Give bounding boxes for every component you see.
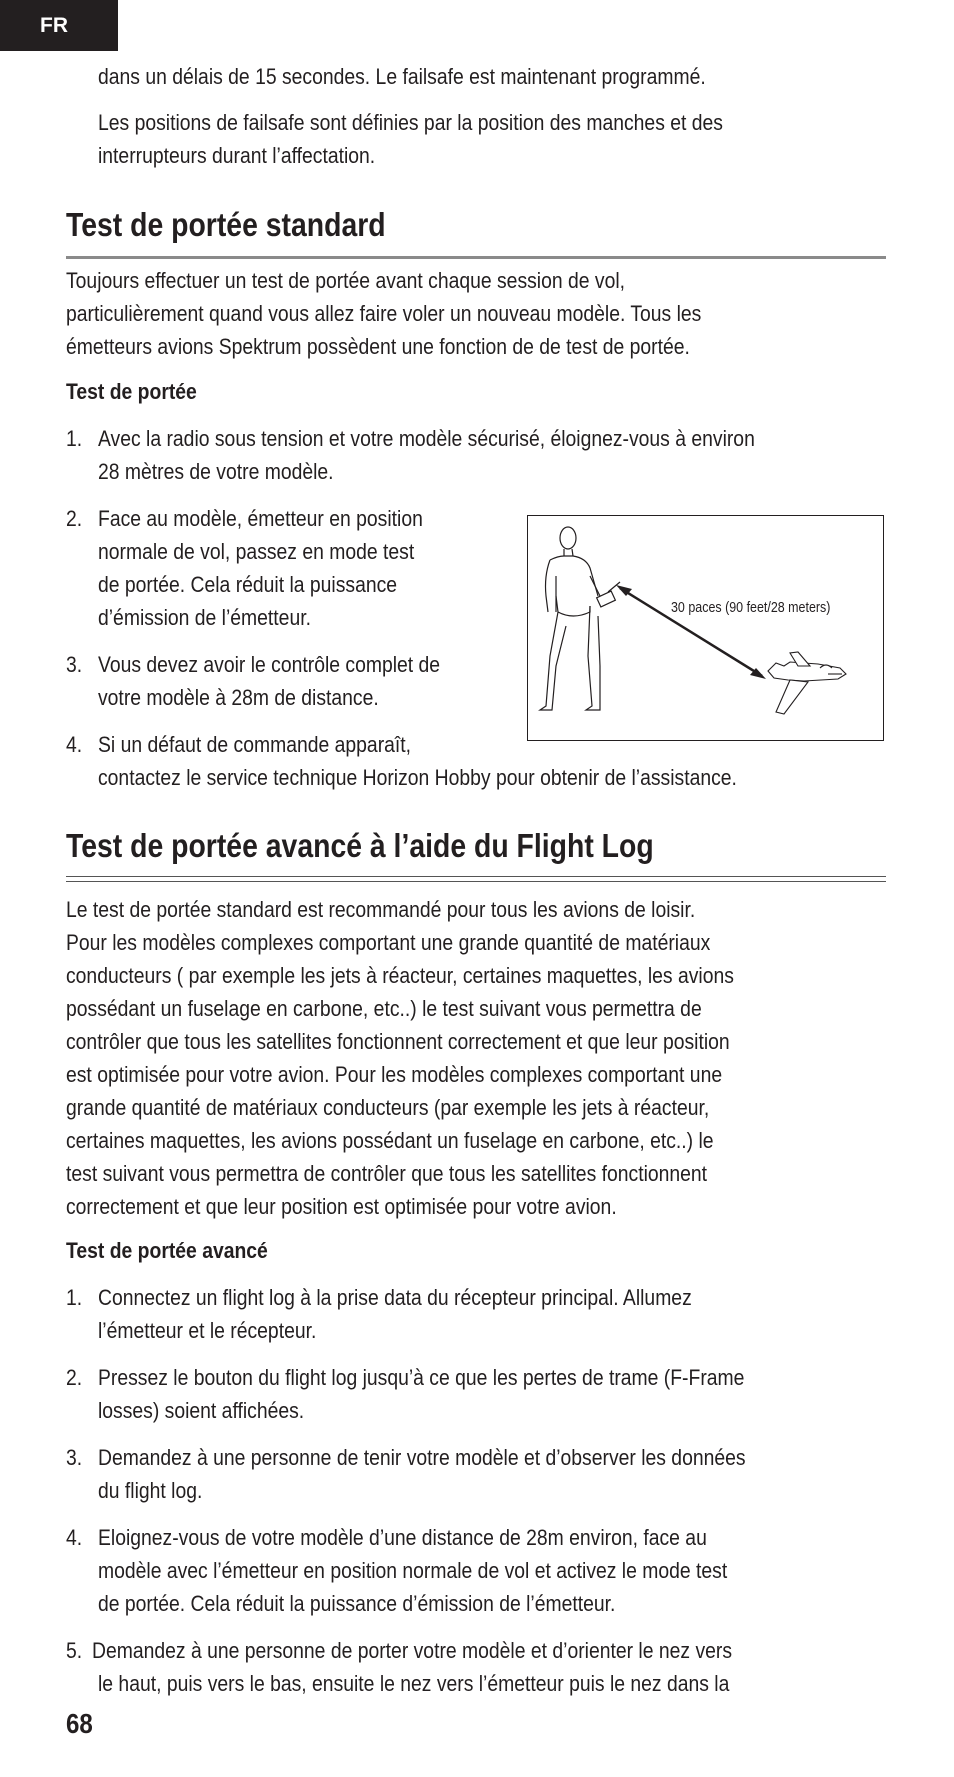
step-number: 3. [66, 652, 83, 677]
paragraph-line: particulièrement quand vous allez faire voler un nouveau modèle. Tous les [66, 301, 702, 326]
step-line: Si un défaut de commande apparaît, [98, 732, 412, 757]
step-number: 2. [66, 506, 83, 531]
figure-caption: 30 paces (90 feet/28 meters) [671, 600, 831, 616]
step-line: Avec la radio sous tension et votre modèle sécurisé, éloignez-vous à environ [98, 426, 755, 451]
step-line: Demandez à une personne de porter votre modèle et d’orienter le nez vers [92, 1638, 733, 1663]
step-line: Demandez à une personne de tenir votre modèle et d’observer les données [98, 1445, 746, 1470]
section-rule [66, 876, 886, 882]
paragraph-line: conducteurs ( par exemple les jets à réacteur, certaines maquettes, les avions [66, 963, 734, 988]
step-number: 2. [66, 1365, 83, 1390]
step-number: 5. [66, 1638, 83, 1663]
intro-line: interrupteurs durant l’affectation. [98, 143, 376, 168]
step-line: Connectez un flight log à la prise data du récepteur principal. Allumez [98, 1285, 692, 1310]
step-line: de portée. Cela réduit la puissance d’émission de l’émetteur. [98, 1591, 616, 1616]
step-line: Vous devez avoir le contrôle complet de [98, 652, 441, 677]
paragraph-line: émetteurs avions Spektrum possèdent une fonction de de test de portée. [66, 334, 690, 359]
step-number: 1. [66, 426, 83, 451]
step-line: du flight log. [98, 1478, 203, 1503]
page-number: 68 [66, 1708, 93, 1739]
step-line: contactez le service technique Horizon Hobby pour obtenir de l’assistance. [98, 765, 737, 790]
paragraph-line: grande quantité de matériaux conducteurs (par exemple les jets à réacteur, [66, 1095, 710, 1120]
subsection-title: Test de portée avancé [66, 1238, 268, 1263]
step-line: 28 mètres de votre modèle. [98, 459, 334, 484]
transmitter-icon [597, 582, 620, 607]
subsection-title: Test de portée [66, 379, 197, 404]
step-line: normale de vol, passez en mode test [98, 539, 415, 564]
step-line: Eloignez-vous de votre modèle d’une distance de 28m environ, face au [98, 1525, 707, 1550]
intro-line: Les positions de failsafe sont définies par la position des manches et des [98, 110, 723, 135]
intro-line: dans un délais de 15 secondes. Le failsafe est maintenant programmé. [98, 64, 706, 89]
paragraph-line: correctement et que leur position est optimisée pour votre avion. [66, 1194, 617, 1219]
language-tab [0, 0, 118, 51]
paragraph-line: est optimisée pour votre avion. Pour les modèles complexes comportant une [66, 1062, 723, 1087]
airplane-icon [768, 652, 846, 714]
paragraph-line: Pour les modèles complexes comportant une grande quantité de matériaux [66, 930, 711, 955]
range-test-figure [527, 515, 884, 741]
section-rule [66, 256, 886, 259]
step-line: le haut, puis vers le bas, ensuite le nez vers l’émetteur puis le nez dans la [98, 1671, 730, 1696]
language-label: FR [40, 13, 68, 37]
paragraph-line: test suivant vous permettra de contrôler que tous les satellites fonctionnent [66, 1161, 708, 1186]
pilot-figure [540, 527, 610, 710]
step-line: l’émetteur et le récepteur. [98, 1318, 317, 1343]
step-number: 3. [66, 1445, 83, 1470]
step-line: Face au modèle, émetteur en position [98, 506, 423, 531]
step-line: votre modèle à 28m de distance. [98, 685, 379, 710]
step-number: 4. [66, 732, 83, 757]
step-line: losses) soient affichées. [98, 1398, 305, 1423]
step-line: Pressez le bouton du flight log jusqu’à ce que les pertes de trame (F-Frame [98, 1365, 745, 1390]
step-number: 1. [66, 1285, 83, 1310]
step-line: de portée. Cela réduit la puissance [98, 572, 398, 597]
paragraph-line: Toujours effectuer un test de portée avant chaque session de vol, [66, 268, 626, 293]
step-line: d’émission de l’émetteur. [98, 605, 311, 630]
paragraph-line: Le test de portée standard est recommandé pour tous les avions de loisir. [66, 897, 696, 922]
pilot-illustration [528, 516, 882, 739]
section-title: Test de portée avancé à l’aide du Flight Log [66, 827, 654, 864]
section-title: Test de portée standard [66, 206, 386, 243]
step-number: 4. [66, 1525, 83, 1550]
paragraph-line: certaines maquettes, les avions possédant un fuselage en carbone, etc..) le [66, 1128, 714, 1153]
step-line: modèle avec l’émetteur en position normale de vol et activez le mode test [98, 1558, 728, 1583]
paragraph-line: possédant un fuselage en carbone, etc..) le test suivant vous permettra de [66, 996, 702, 1021]
paragraph-line: contrôler que tous les satellites fonctionnent correctement et que leur position [66, 1029, 730, 1054]
